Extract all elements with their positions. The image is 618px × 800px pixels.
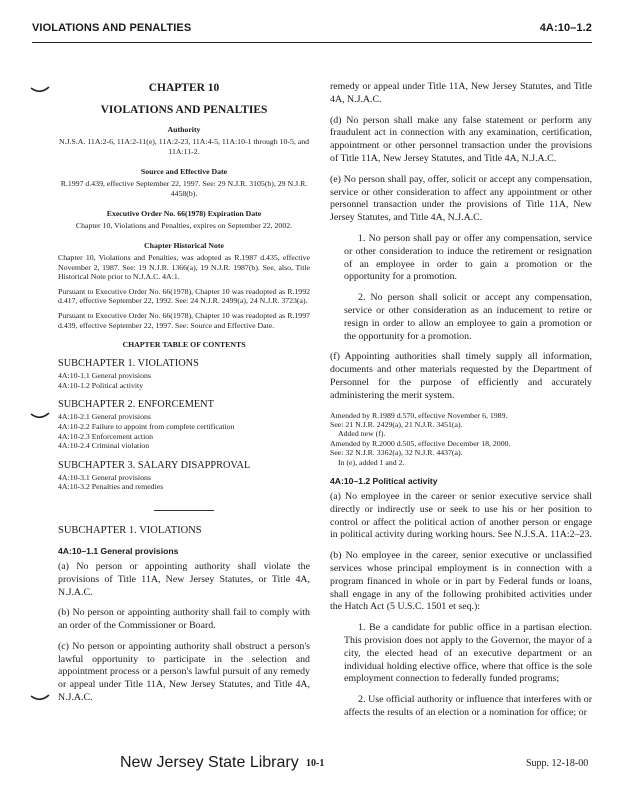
amendment-line: See: 32 N.J.R. 3362(a), 32 N.J.R. 4437(a). (330, 448, 463, 458)
authority-text: N.J.S.A. 11A:2-6, 11A:2-11(e), 11A:2-23, 11A:4-5, 11A:10-1 through 10-5, and 11A:11-2. (58, 137, 310, 156)
source-heading: Source and Effective Date (140, 167, 228, 176)
library-stamp: New Jersey State Library (120, 754, 299, 771)
section-divider (154, 510, 214, 511)
toc-item: 4A:10-2.2 Failure to appoint from complete certification (58, 421, 235, 431)
chapter-number: CHAPTER 10 (148, 82, 220, 94)
subchapter-heading: SUBCHAPTER 1. VIOLATIONS (58, 524, 202, 536)
historical-note: Pursuant to Executive Order No. 66(1978), Chapter 10 was readopted as R.1992 d.417, effective September 22, 1992. See: 24 N.J.R. 2499(a), 24 N.J.R. 3723(a). (58, 286, 310, 306)
paragraph-item: 2. No person shall solicit or accept any compensation, service or other consideration as an inducement to retire or resign in order to allow an employee to gain a promotion or the opportunity for a promotion. (344, 292, 592, 342)
hole-punch-mark (30, 694, 50, 702)
chapter-title: VIOLATIONS AND PENALTIES (100, 104, 268, 116)
amendment-history (330, 411, 592, 467)
amendment-line: In (e), added 1 and 2. (338, 457, 405, 467)
historical-note: Pursuant to Executive Order No. 66(1978), Chapter 10 was readopted as R.1997 d.439, effective September 22, 1997. See: Source and Effective Date. (58, 310, 310, 330)
hole-punch-mark (30, 412, 50, 420)
toc-item: 4A:10-2.1 General provisions (58, 412, 151, 422)
amendment-line: Amended by R.2000 d.505, effective December 18, 2000. (330, 438, 511, 448)
paragraph: (f) Appointing authorities shall timely supply all information, documents and other materials requested by the Department of Personnel for the purpose of efficiently and accurately administering the merit system. (330, 351, 592, 401)
running-header-section: 4A:10–1.2 (539, 22, 592, 34)
toc-subchapter: SUBCHAPTER 2. ENFORCEMENT (58, 399, 214, 411)
executive-order-text: Chapter 10, Violations and Penalties, expires on September 22, 2002. (75, 221, 293, 230)
supplement-date: Supp. 12-18-00 (526, 758, 589, 769)
executive-order-heading: Executive Order No. 66(1978) Expiration Date (106, 209, 262, 218)
paragraph: (e) No person shall pay, offer, solicit or accept any compensation, service or other consideration to affect any appointment or other personnel transaction under the provisions of Title 11A, New Jersey Statutes, and Title 4A, N.J.A.C. (330, 173, 592, 224)
toc-item: 4A:10-1.1 General provisions (58, 371, 151, 381)
amendment-line: See: 21 N.J.R. 2429(a), 21 N.J.R. 3451(a). (330, 419, 463, 429)
hole-punch-mark (30, 86, 50, 94)
toc-item: 4A:10-3.1 General provisions (58, 472, 151, 482)
paragraph-item: 1. Be a candidate for public office in a partisan election. This provision does not apply to the Governor, the mayor of a city, the elected head of an executive department or an individual holding elective office, where that office is the sole employment connection to federally funded programs; (344, 622, 592, 685)
paragraph: remedy or appeal under Title 11A, New Jersey Statutes, and Title 4A, N.J.A.C. (330, 81, 592, 105)
toc-subchapter: SUBCHAPTER 1. VIOLATIONS (58, 358, 199, 370)
left-column (58, 82, 310, 704)
right-column (330, 82, 592, 728)
toc-item: 4A:10-3.2 Penalties and remedies (58, 482, 164, 492)
amendment-line: Added new (f). (338, 429, 386, 439)
amendment-line: Amended by R.1989 d.570, effective November 6, 1989. (330, 410, 508, 420)
section-heading: 4A:10–1.1 General provisions (58, 545, 179, 556)
historical-note: Chapter 10, Violations and Penalties, was adopted as R.1987 d.435, effective November 2, 1987. See: 19 N.J.R. 1366(a), 19 N.J.R. 1987(b). See, also, Title Historical Note prior to N.J.A.C. 4A:1. (58, 253, 310, 282)
toc-heading: CHAPTER TABLE OF CONTENTS (122, 340, 246, 350)
toc-item: 4A:10-1.2 Political activity (58, 380, 144, 390)
toc-subchapter: SUBCHAPTER 3. SALARY DISAPPROVAL (58, 459, 251, 471)
authority-heading: Authority (167, 125, 201, 134)
paragraph: (d) No person shall make any false statement or perform any fraudulent act in connection with any examination, certification, appointment or other personnel transaction under the provisions of Title 11A, New Jersey Statutes, and Title 4A, N.J.A.C. (330, 114, 592, 164)
paragraph: (b) No employee in the career, senior executive or unclassified services whose principal employment is in connection with a program financed in whole or in part by Federal funds or loans, shall engage in any of the following prohibited activities under the Hatch Act (5 U.S.C. 1501 et seq.): (330, 550, 592, 613)
historical-note-heading: Chapter Historical Note (144, 241, 224, 250)
running-header-title: VIOLATIONS AND PENALTIES (32, 22, 192, 34)
source-text: R.1997 d.439, effective September 22, 1997. See: 29 N.J.R. 3105(b), 29 N.J.R. 4458(b). (60, 179, 308, 198)
paragraph-item: 2. Use official authority or influence that interferes with or affects the results of an election or a nomination for office; or (344, 694, 592, 718)
paragraph: (a) No person or appointing authority shall violate the provisions of Title 11A, New Jersey Statutes, or Title 4A, N.J.A.C. (58, 560, 310, 598)
paragraph: (a) No employee in the career or senior executive service shall directly or indirectly use or seek to use his or her position to control or affect the political action of another person or engage in political activity during working hours. See N.J.S.A. 11A:2–23. (330, 490, 592, 541)
header-rule (32, 42, 592, 43)
section-heading: 4A:10–1.2 Political activity (330, 475, 438, 486)
toc-item: 4A:10-2.3 Enforcement action (58, 431, 154, 441)
paragraph: (c) No person or appointing authority shall obstruct a person's lawful opportunity to participate in the selection and appointment process or a person's lawful pursuit of any remedy or appeal under Title 11A, New Jersey Statutes, and Title 4A, N.J.A.C. (58, 640, 310, 704)
paragraph: (b) No person or appointing authority shall fail to comply with an order of the Commissioner or Board. (58, 607, 310, 632)
page-number: 10-1 (306, 758, 325, 769)
toc-item: 4A:10-2.4 Criminal violation (58, 441, 150, 451)
paragraph-item: 1. No person shall pay or offer any compensation, service or other consideration to induce the retirement or resignation of an employee in order to gain a promotion or the opportunity for a promotion. (344, 232, 592, 283)
